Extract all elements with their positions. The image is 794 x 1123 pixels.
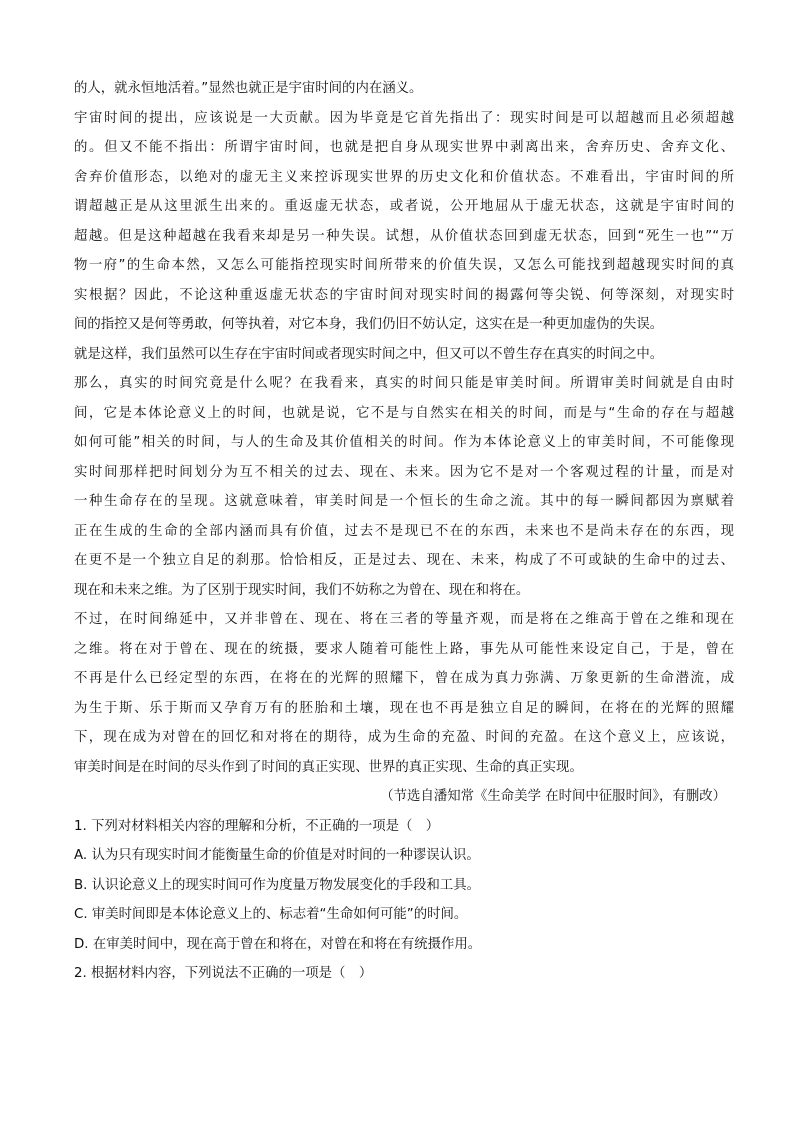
text-line: 实根据？因此，不论这种重返虚无状态的宇宙时间对现实时间的揭露何等尖锐、何等深刻，对现实时 [74, 287, 734, 303]
text-line: 物一府”的生命本然，又怎么可能指控现实时间所带来的价值失误，又怎么可能找到超越现实时间的真 [74, 258, 734, 273]
paragraph [74, 74, 734, 104]
text-line: 舍弃价值形态，以绝对的虚无主义来控诉现实世界的历史文化和价值状态。不难看出，宇宙时间的所 [74, 169, 734, 185]
text-line: 如何可能”相关的时间，与人的生命及其价值相关的时间。作为本体论意义上的审美时间，不可能像现 [74, 435, 734, 450]
text-line: 不过，在时间绵延中，又并非曾在、现在、将在三者的等量齐观，而是将在之维高于曾在之维和现在 [74, 612, 734, 627]
answer-option: A. 认为只有现实时间才能衡量生命的价值是对时间的一种谬误认识。 [74, 848, 480, 863]
paragraph [74, 369, 734, 605]
text-line: 谓超越正是从这里派生出来的。重返虚无状态，或者说，公开地屈从于虚无状态，这就是宇宙时间的 [74, 199, 734, 214]
text-line: 的。但又不能不指出：所谓宇宙时间，也就是把自身从现实世界中剥离出来，舍弃历史、舍弃文化、 [74, 140, 734, 155]
paragraph [74, 104, 734, 340]
text-line: 超越。但是这种超越在我看来却是另一种失误。试想，从价值状态回到虚无状态，回到“死生一也”“万 [74, 228, 734, 244]
text-line: 那么，真实的时间究竟是什么呢？在我看来，真实的时间只能是审美时间。所谓审美时间就是自由时 [74, 376, 734, 391]
text-line: 为生于斯、乐于斯而又孕育万有的胚胎和土壤，现在也不再是独立自足的瞬间，在将在的光辉的照耀 [74, 700, 734, 716]
article-body [74, 74, 734, 782]
answer-option: B. 认识论意义上的现实时间可作为度量万物发展变化的手段和工具。 [74, 877, 481, 893]
text-line: 实时间那样把时间划分为互不相关的过去、现在、未来。因为它不是对一个客观过程的计量，而是对 [74, 464, 734, 480]
paragraph [74, 605, 734, 782]
text-line: 的人，就永恒地活着。”显然也就正是宇宙时间的内在涵义。 [74, 81, 423, 96]
text-line: 宇宙时间的提出，应该说是一大贡献。因为毕竟是它首先指出了：现实时间是可以超越而且必须超越 [74, 110, 734, 126]
source-citation: （节选自潘知常《生命美学 在时间中征服时间》，有删改） [380, 789, 726, 804]
text-line: 间的指控又是何等勇敢，何等执着，对它本身，我们仍旧不妨认定，这实在是一种更加虚伪的失误。 [74, 317, 664, 332]
text-line: 一种生命存在的呈现。这就意味着，审美时间是一个恒长的生命之流。其中的每一瞬间都因为禀赋着 [74, 494, 734, 509]
text-line: 不再是什么已经定型的东西，在将在的光辉的照耀下，曾在成为真力弥满、万象更新的生命潜流，成 [74, 671, 734, 686]
question-stem: 1. 下列对材料相关内容的理解和分析，不正确的一项是（ ） [74, 818, 440, 834]
text-line: 正在生成的生命的全部内涵而具有价值，过去不是现已不在的东西，未来也不是尚未存在的东西，现 [74, 523, 734, 539]
text-line: 审美时间是在时间的尽头作到了时间的真正实现、世界的真正实现、生命的真正实现。 [74, 759, 583, 775]
question-list [74, 812, 734, 989]
text-line: 现在和未来之维。为了区别于现实时间，我们不妨称之为曾在、现在和将在。 [74, 582, 530, 598]
paragraph [74, 340, 734, 370]
text-line: 之维。将在对于曾在、现在的统摄，要求人随着可能性上路，事先从可能性来设定自己，于是，曾在 [74, 641, 734, 657]
text-line: 间，它是本体论意义上的时间，也就是说，它不是与自然实在相关的时间，而是与“生命的存在与超越 [74, 405, 734, 421]
text-line: 下，现在成为对曾在的回忆和对将在的期待，成为生命的充盈、时间的充盈。在这个意义上，应该说， [74, 730, 734, 745]
answer-option: D. 在审美时间中，现在高于曾在和将在，对曾在和将在有统摄作用。 [74, 936, 482, 952]
answer-option: C. 审美时间即是本体论意义上的、标志着“生命如何可能”的时间。 [74, 907, 468, 922]
text-line: 就是这样，我们虽然可以生存在宇宙时间或者现实时间之中，但又可以不曾生存在真实的时间之中。 [74, 346, 664, 362]
text-line: 在更不是一个独立自足的刹那。恰恰相反，正是过去、现在、未来，构成了不可或缺的生命中的过去、 [74, 553, 734, 568]
question-stem: 2. 根据材料内容，下列说法不正确的一项是（ ） [74, 966, 373, 981]
